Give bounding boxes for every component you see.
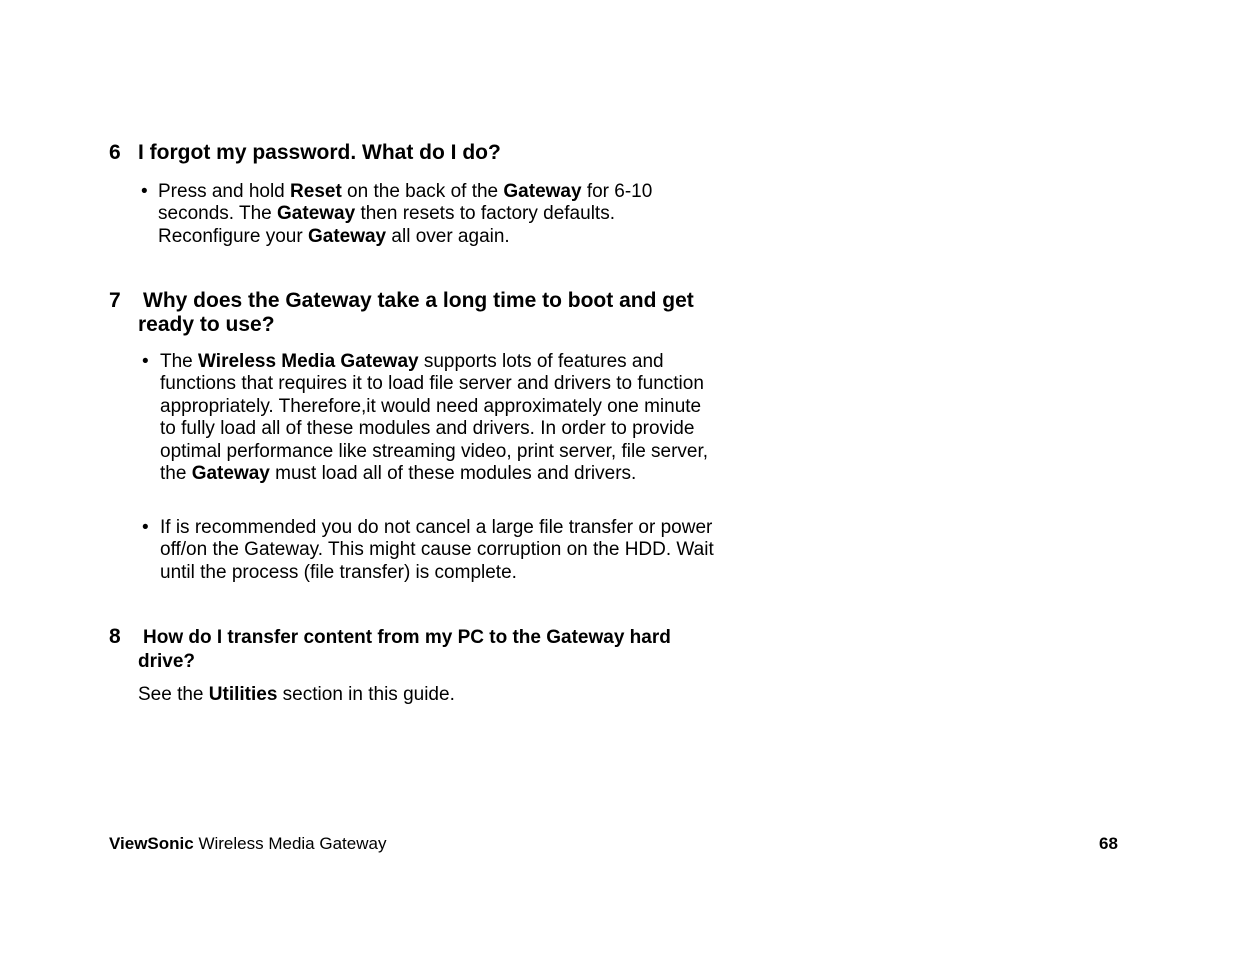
bold-run: Gateway [307,225,387,247]
text-run: section in this guide. [277,684,455,705]
question-8-answer [138,684,698,706]
text-run: all over again. [386,225,510,247]
question-6-answer [158,181,718,248]
page-number: 68 [1099,834,1118,853]
footer-product [109,834,386,854]
bold-run: Reset [290,181,342,202]
question-7-number: 7 [109,289,121,312]
text-run: supports lots of features and functions that requires it to load file server and drivers to function appropriately. Therefore,it would need approximately one minute to fully load all of these modules and drivers. In order to provide optimal performance like streaming video, print server, file server, the [160,351,709,485]
bold-run: Gateway [191,463,270,485]
question-7-answer-2 [160,517,716,584]
bold-run: Wireless Media Gateway [198,351,419,372]
bullet-marker: • [141,181,148,202]
question-7-answer-1 [160,351,716,485]
bold-run: Gateway [277,203,356,225]
footer-product-name: Wireless Media Gateway [193,834,387,853]
text-run: If is recommended you do not cancel a large file transfer or power off/on the Gateway. This might cause corruption on the HDD. Wait until the process (file transfer) is complete. [160,517,714,583]
text-run: See the [138,684,209,705]
text-run: Press and hold [158,181,291,202]
text-run: on the back of the [341,181,504,202]
bold-run: Utilities [208,684,278,705]
question-6-title: I forgot my password. What do I do? [138,141,501,164]
bullet-marker: • [142,517,149,538]
text-run: then resets to factory defaults. Reconfigure your [158,203,615,247]
text-run: for 6-10 seconds. The [158,181,653,225]
bold-run: Gateway [503,181,582,202]
bullet-marker: • [142,351,149,372]
question-8-title: How do I transfer content from my PC to the Gateway hard drive? [138,627,671,672]
text-run: The [160,351,199,372]
question-7-title: Why does the Gateway take a long time to boot and get ready to use? [138,289,694,336]
question-8-number: 8 [109,625,121,648]
text-run: must load all of these modules and drivers. [269,463,637,485]
footer-brand: ViewSonic [109,834,194,853]
question-6-number: 6 [109,141,121,164]
